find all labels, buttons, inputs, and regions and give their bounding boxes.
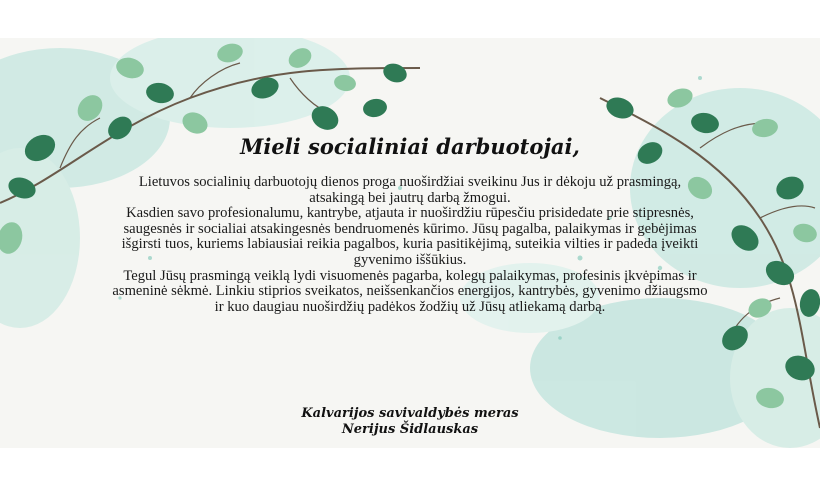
greeting-title: Mieli socialiniai darbuotojai, (240, 134, 580, 159)
greeting-paragraph: Kasdien savo profesionalumu, kantrybe, atjauta ir nuoširdžiu rūpesčiu prisidedate prie stipresnės, saugesnės ir socialiai atsakingesnės bendruomenės kūrimo. Jūsų pagalba, palaikymas ir gebėjimas išgirsti tuos, kuriems labiausiai reikia pagalbos, kuria pasitikėjimą, suteikia vilties ir padeda įveikti gyvenimo iššūkius. (121, 205, 699, 268)
greeting-body (110, 175, 710, 315)
signature (0, 406, 820, 438)
greeting-card (0, 38, 820, 448)
greeting-paragraph: Tegul Jūsų prasmingą veiklą lydi visuomenės pagarba, kolegų palaikymas, profesinis įkvėpimas ir asmeninė sėkmė. Linkiu stiprios sveikatos, neišsenkančios energijos, kantrybės, gyvenimo džiaugsmo ir kuo daugiau nuoširdžių padėkos žodžių už Jūsų atliekamą darbą. (112, 267, 708, 315)
greeting-paragraph: Lietuvos socialinių darbuotojų dienos proga nuoširdžiai sveikinu Jus ir dėkoju už prasmingą, atsakingą bei jautrų darbą žmogui. (138, 174, 682, 206)
signature-title: Kalvarijos savivaldybės meras (301, 406, 519, 421)
signature-name: Nerijus Šidlauskas (341, 422, 479, 437)
